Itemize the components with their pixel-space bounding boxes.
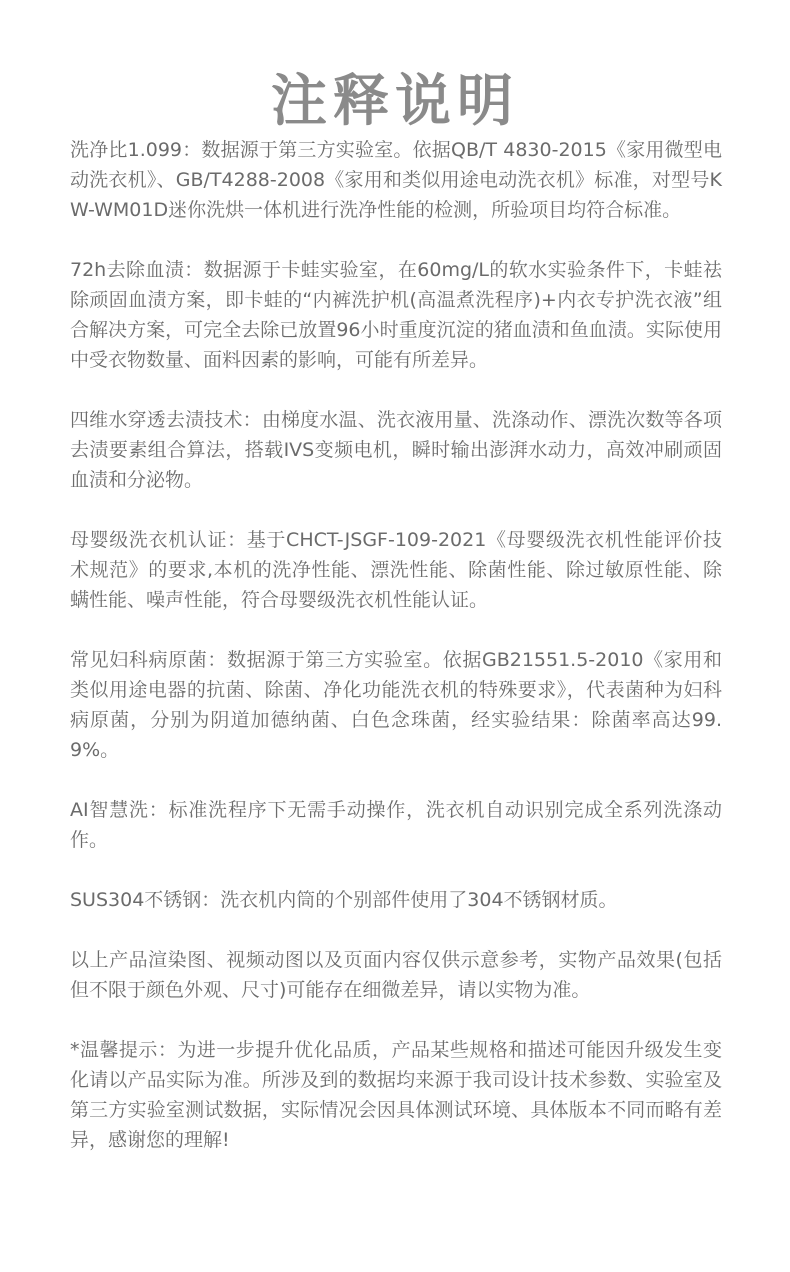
note-maternal-infant-certification: 母婴级洗衣机认证：基于CHCT-JSGF-109-2021《母婴级洗衣机性能评价技术规范》的要求,本机的洗净性能、漂洗性能、除菌性能、除过敏原性能、除螨性能、噪声性能，符合母婴级洗衣机性能认证。 bbox=[70, 529, 722, 611]
note-water-penetration-tech: 四维水穿透去渍技术：由梯度水温、洗衣液用量、洗涤动作、漂洗次数等各项去渍要素组合算法，搭载IVS变频电机，瞬时输出澎湃水动力，高效冲刷顽固血渍和分泌物。 bbox=[70, 409, 722, 491]
note-ai-wash: AI智慧洗：标准洗程序下无需手动操作，洗衣机自动识别完成全系列洗涤动作。 bbox=[70, 799, 722, 851]
note-wash-ratio: 洗净比1.099：数据源于第三方实验室。依据QB/T 4830-2015《家用微型电动洗衣机》、GB/T4288-2008《家用和类似用途电动洗衣机》标准，对型号KW-WM01D迷你洗烘一体机进行洗净性能的检测，所验项目均符合标准。 bbox=[70, 139, 722, 221]
page-title: 注释说明 bbox=[271, 68, 519, 134]
note-render-disclaimer: 以上产品渲染图、视频动图以及页面内容仅供示意参考，实物产品效果(包括但不限于颜色外观、尺寸)可能存在细微差异，请以实物为准。 bbox=[70, 949, 722, 1001]
note-stainless-steel: SUS304不锈钢：洗衣机内筒的个别部件使用了304不锈钢材质。 bbox=[70, 889, 618, 911]
note-blood-stain-removal: 72h去除血渍：数据源于卡蛙实验室，在60mg/L的软水实验条件下，卡蛙祛除顽固血渍方案，即卡蛙的“内裤洗护机(高温煮洗程序)+内衣专护洗衣液”组合解决方案，可完全去除已放置96小时重度沉淀的猪血渍和鱼血渍。实际使用中受衣物数量、面料因素的影响，可能有所差异。 bbox=[70, 259, 722, 371]
notes-list bbox=[70, 135, 722, 1185]
note-pathogen-removal: 常见妇科病原菌：数据源于第三方实验室。依据GB21551.5-2010《家用和类似用途电器的抗菌、除菌、净化功能洗衣机的特殊要求》，代表菌种为妇科病原菌，分别为阴道加德纳菌、白色念珠菌，经实验结果：除菌率高达99.9%。 bbox=[70, 649, 722, 761]
note-warm-reminder: *温馨提示：为进一步提升优化品质，产品某些规格和描述可能因升级发生变化请以产品实际为准。所涉及到的数据均来源于我司设计技术参数、实验室及第三方实验室测试数据，实际情况会因具体测试环境、具体版本不同而略有差异，感谢您的理解! bbox=[70, 1039, 722, 1151]
